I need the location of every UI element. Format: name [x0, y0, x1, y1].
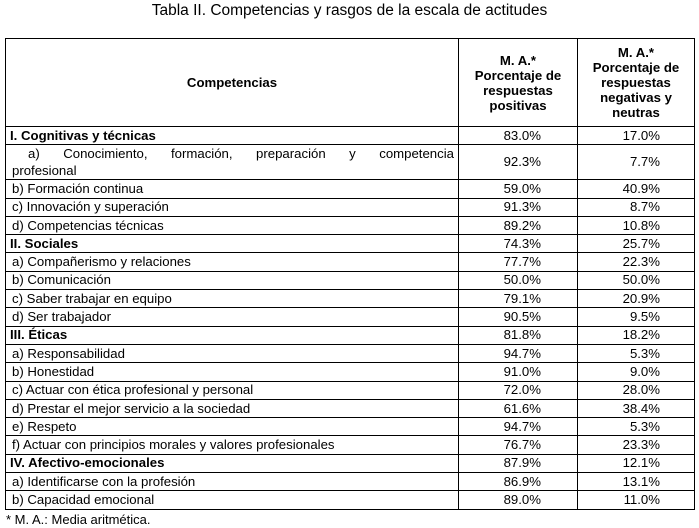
row-label: a) Identificarse con la profesión: [6, 473, 459, 491]
table-row: [6, 180, 695, 198]
row-negative: 17.0%: [578, 127, 695, 145]
row-negative: 50.0%: [578, 271, 695, 289]
row-label: d) Prestar el mejor servicio a la sociedad: [6, 399, 459, 417]
row-label: [6, 145, 459, 180]
table-row: [6, 454, 695, 472]
row-negative: 12.1%: [578, 454, 695, 472]
row-label: c) Saber trabajar en equipo: [6, 290, 459, 308]
row-positive: 94.7%: [459, 344, 578, 362]
row-label: III. Éticas: [6, 326, 459, 344]
competencias-table: [5, 38, 695, 510]
row-label: d) Ser trabajador: [6, 308, 459, 326]
row-positive: 87.9%: [459, 454, 578, 472]
table-row: [6, 253, 695, 271]
row-positive: 90.5%: [459, 308, 578, 326]
row-label: a) Responsabilidad: [6, 344, 459, 362]
row-positive: 86.9%: [459, 473, 578, 491]
row-positive: 83.0%: [459, 127, 578, 145]
row-label: a) Compañerismo y relaciones: [6, 253, 459, 271]
header-positive-ma: M. A.*: [499, 52, 537, 68]
row-negative: 10.8%: [578, 216, 695, 234]
table-row: [6, 473, 695, 491]
header-competencias: Competencias: [6, 39, 459, 127]
row-negative: 7.7%: [578, 145, 695, 180]
row-positive: 92.3%: [459, 145, 578, 180]
row-negative: 23.3%: [578, 436, 695, 454]
row-positive: 89.2%: [459, 216, 578, 234]
row-negative: 28.0%: [578, 381, 695, 399]
row-positive: 81.8%: [459, 326, 578, 344]
table-row: [6, 363, 695, 381]
table-row: [6, 127, 695, 145]
row-negative: 20.9%: [578, 290, 695, 308]
row-negative: 22.3%: [578, 253, 695, 271]
table-row: [6, 145, 695, 180]
row-label: II. Sociales: [6, 235, 459, 253]
table-row: [6, 436, 695, 454]
table-row: [6, 418, 695, 436]
row-positive: 61.6%: [459, 399, 578, 417]
row-negative: 18.2%: [578, 326, 695, 344]
header-negative-ma: M. A.*: [617, 45, 655, 60]
header-negative: [578, 39, 695, 127]
table-row: [6, 235, 695, 253]
table-row: [6, 216, 695, 234]
row-positive: 89.0%: [459, 491, 578, 509]
row-negative: 5.3%: [578, 418, 695, 436]
row-negative: 38.4%: [578, 399, 695, 417]
table-row: [6, 399, 695, 417]
table-row: [6, 326, 695, 344]
row-negative: 9.0%: [578, 363, 695, 381]
row-positive: 74.3%: [459, 235, 578, 253]
table-row: [6, 198, 695, 216]
header-positive-desc: Porcentaje de respuestas positivas: [474, 67, 562, 113]
table-row: [6, 491, 695, 509]
row-label: e) Respeto: [6, 418, 459, 436]
row-label: f) Actuar con principios morales y valores profesionales: [6, 436, 459, 454]
row-label: IV. Afectivo-emocionales: [6, 454, 459, 472]
row-positive: 59.0%: [459, 180, 578, 198]
header-negative-desc: Porcentaje de respuestas negativas y neutras: [592, 60, 680, 120]
footnote: * M. A.: Media aritmética.: [6, 512, 151, 527]
row-label: b) Formación continua: [6, 180, 459, 198]
row-negative: 13.1%: [578, 473, 695, 491]
row-positive: 77.7%: [459, 253, 578, 271]
row-label: b) Comunicación: [6, 271, 459, 289]
table-caption: Tabla II. Competencias y rasgos de la escala de actitudes: [151, 2, 548, 19]
row-positive: 79.1%: [459, 290, 578, 308]
table-row: [6, 271, 695, 289]
row-negative: 8.7%: [578, 198, 695, 216]
row-label: I. Cognitivas y técnicas: [6, 127, 459, 145]
row-positive: 72.0%: [459, 381, 578, 399]
row-label: c) Innovación y superación: [6, 198, 459, 216]
row-positive: 91.0%: [459, 363, 578, 381]
table-row: [6, 344, 695, 362]
header-row: [6, 39, 695, 127]
row-negative: 9.5%: [578, 308, 695, 326]
row-label: d) Competencias técnicas: [6, 216, 459, 234]
row-negative: 5.3%: [578, 344, 695, 362]
row-label-line2: profesional: [12, 163, 77, 179]
row-positive: 50.0%: [459, 271, 578, 289]
header-positive: [459, 39, 578, 127]
row-label: b) Honestidad: [6, 363, 459, 381]
row-negative: 40.9%: [578, 180, 695, 198]
table-row: [6, 381, 695, 399]
table-row: [6, 308, 695, 326]
row-label: c) Actuar con ética profesional y personal: [6, 381, 459, 399]
row-label-line1: a) Conocimiento, formación, preparación y competencia: [28, 146, 454, 162]
row-negative: 25.7%: [578, 235, 695, 253]
row-positive: 91.3%: [459, 198, 578, 216]
row-positive: 76.7%: [459, 436, 578, 454]
row-negative: 11.0%: [578, 491, 695, 509]
row-label: b) Capacidad emocional: [6, 491, 459, 509]
row-positive: 94.7%: [459, 418, 578, 436]
table-row: [6, 290, 695, 308]
